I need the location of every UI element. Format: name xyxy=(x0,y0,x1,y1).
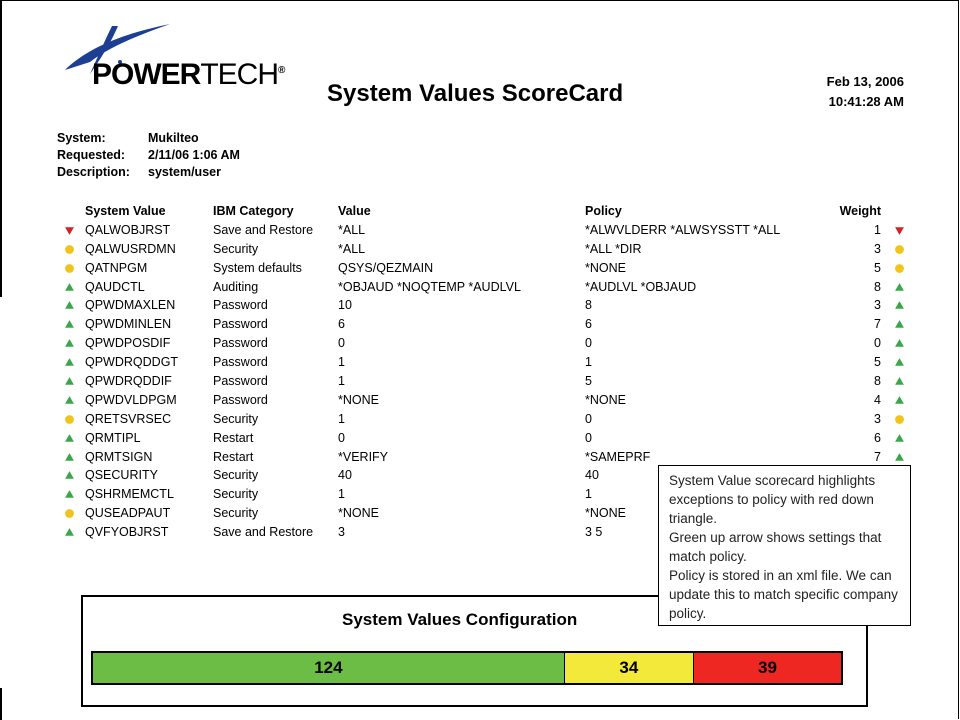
yellow-circle-icon xyxy=(64,244,75,255)
cell-policy: *NONE xyxy=(585,260,626,275)
cell-weight: 3 xyxy=(874,298,881,313)
green-up-triangle-icon xyxy=(64,338,75,349)
table-header xyxy=(62,202,907,221)
cell-weight: 3 xyxy=(874,241,881,256)
report-meta xyxy=(57,130,240,181)
cell-weight: 5 xyxy=(874,355,881,370)
cell-weight: 4 xyxy=(874,392,881,407)
cell-ibm-category: Save and Restore xyxy=(213,525,314,540)
cell-weight: 5 xyxy=(874,260,881,275)
report-datetime xyxy=(827,72,904,112)
callout-line: System Value scorecard highlights exceptions to policy with red down triangle. xyxy=(669,473,876,526)
cell-policy: 0 xyxy=(585,336,592,351)
yellow-circle-icon xyxy=(64,263,75,274)
header-policy: Policy xyxy=(585,204,622,218)
cell-value: 1 xyxy=(338,355,345,370)
green-up-triangle-icon xyxy=(64,433,75,444)
cell-value: *ALL xyxy=(338,241,366,256)
green-up-triangle-icon xyxy=(64,395,75,406)
green-up-triangle-icon xyxy=(64,470,75,481)
cell-weight: 7 xyxy=(874,317,881,332)
green-up-triangle-icon xyxy=(64,282,75,293)
cell-policy: *ALL *DIR xyxy=(585,241,642,256)
cell-policy: *AUDLVL *OBJAUD xyxy=(585,279,697,294)
green-up-triangle-icon xyxy=(894,300,905,311)
cell-ibm-category: Password xyxy=(213,355,268,370)
page-title: System Values ScoreCard xyxy=(327,80,624,107)
meta-label: System: xyxy=(57,131,106,145)
cell-weight: 6 xyxy=(874,430,881,445)
callout-note xyxy=(658,465,911,626)
cell-value: 1 xyxy=(338,411,345,426)
cell-system-value: QPWDPOSDIF xyxy=(85,336,171,351)
header-value: Value xyxy=(338,204,371,218)
cell-ibm-category: Restart xyxy=(213,449,254,464)
cell-ibm-category: Password xyxy=(213,392,268,407)
cell-policy: *NONE xyxy=(585,392,626,407)
bar-segment: 124 xyxy=(93,653,564,683)
cell-value: 3 xyxy=(338,525,345,540)
red-down-triangle-icon xyxy=(894,225,905,236)
meta-row xyxy=(57,130,240,147)
header-system-value: System Value xyxy=(85,204,166,218)
header-weight: Weight xyxy=(839,204,881,218)
config-stacked-bar xyxy=(91,651,843,685)
cell-policy: 0 xyxy=(585,430,592,445)
cell-policy: 8 xyxy=(585,298,592,313)
cell-system-value: QATNPGM xyxy=(85,260,148,275)
table-row xyxy=(62,334,907,353)
table-row xyxy=(62,429,907,448)
cell-system-value: QALWOBJRST xyxy=(85,222,171,237)
cell-system-value: QRMTIPL xyxy=(85,430,141,445)
table-row xyxy=(62,410,907,429)
meta-value: Mukilteo xyxy=(148,131,199,145)
cell-value: 6 xyxy=(338,317,345,332)
cell-system-value: QPWDMINLEN xyxy=(85,317,172,332)
green-up-triangle-icon xyxy=(894,433,905,444)
table-row xyxy=(62,315,907,334)
cell-policy: 1 xyxy=(585,487,592,502)
cell-system-value: QPWDVLDPGM xyxy=(85,392,177,407)
yellow-circle-icon xyxy=(894,263,905,274)
bar-segment: 39 xyxy=(693,653,841,683)
meta-value: 2/11/06 1:06 AM xyxy=(148,148,240,162)
green-up-triangle-icon xyxy=(64,319,75,330)
cell-system-value: QPWDRQDDIF xyxy=(85,374,172,389)
table-row xyxy=(62,372,907,391)
green-up-triangle-icon xyxy=(894,282,905,293)
cell-value: 1 xyxy=(338,374,345,389)
green-up-triangle-icon xyxy=(64,357,75,368)
green-up-triangle-icon xyxy=(894,395,905,406)
green-up-triangle-icon xyxy=(894,319,905,330)
cell-value: 0 xyxy=(338,336,345,351)
cell-value: 10 xyxy=(338,298,352,313)
yellow-circle-icon xyxy=(64,508,75,519)
green-up-triangle-icon xyxy=(894,338,905,349)
cell-ibm-category: Restart xyxy=(213,430,254,445)
cell-value: 1 xyxy=(338,487,345,502)
cell-weight: 8 xyxy=(874,374,881,389)
cell-value: 0 xyxy=(338,430,345,445)
cell-policy: 3 5 xyxy=(585,525,603,540)
cell-system-value: QSHRMEMCTL xyxy=(85,487,174,502)
report-time: 10:41:28 AM xyxy=(828,94,904,109)
left-edge-mark xyxy=(0,688,2,720)
report-date: Feb 13, 2006 xyxy=(826,74,904,89)
cell-value: *NONE xyxy=(338,506,379,521)
cell-ibm-category: Password xyxy=(213,298,268,313)
table-row xyxy=(62,259,907,278)
callout-line: Green up arrow shows settings that match policy. xyxy=(669,530,882,564)
cell-policy: 6 xyxy=(585,317,592,332)
cell-weight: 8 xyxy=(874,279,881,294)
cell-ibm-category: Security xyxy=(213,241,259,256)
brand-registered: ® xyxy=(278,65,285,76)
cell-system-value: QSECURITY xyxy=(85,468,158,483)
green-up-triangle-icon xyxy=(64,376,75,387)
cell-policy: 5 xyxy=(585,374,592,389)
green-up-triangle-icon xyxy=(894,357,905,368)
cell-value: 40 xyxy=(338,468,352,483)
green-up-triangle-icon xyxy=(64,527,75,538)
cell-policy: 1 xyxy=(585,355,592,370)
meta-value: system/user xyxy=(148,165,221,179)
table-row xyxy=(62,221,907,240)
cell-value: *VERIFY xyxy=(338,449,389,464)
yellow-circle-icon xyxy=(64,414,75,425)
callout-line: Policy is stored in an xml file. We can update this to match specific company policy. xyxy=(669,568,898,621)
green-up-triangle-icon xyxy=(64,452,75,463)
cell-ibm-category: Save and Restore xyxy=(213,222,314,237)
cell-ibm-category: Security xyxy=(213,506,259,521)
config-title: System Values Configuration xyxy=(342,610,578,629)
cell-system-value: QPWDRQDDGT xyxy=(85,355,179,370)
cell-system-value: QVFYOBJRST xyxy=(85,525,169,540)
cell-ibm-category: System defaults xyxy=(213,260,302,275)
cell-ibm-category: Security xyxy=(213,487,259,502)
meta-label: Requested: xyxy=(57,148,126,162)
meta-label: Description: xyxy=(57,165,130,179)
cell-ibm-category: Password xyxy=(213,336,268,351)
cell-value: *NONE xyxy=(338,392,379,407)
cell-ibm-category: Security xyxy=(213,411,259,426)
table-row xyxy=(62,296,907,315)
cell-value: QSYS/QEZMAIN xyxy=(338,260,434,275)
cell-policy: *NONE xyxy=(585,506,626,521)
green-up-triangle-icon xyxy=(64,489,75,500)
cell-ibm-category: Password xyxy=(213,317,268,332)
cell-weight: 7 xyxy=(874,449,881,464)
cell-system-value: QPWDMAXLEN xyxy=(85,298,176,313)
cell-value: *OBJAUD *NOQTEMP *AUDLVL xyxy=(338,279,521,294)
meta-row xyxy=(57,164,240,181)
left-edge-mark xyxy=(0,0,2,297)
brand-power: POWER xyxy=(92,58,201,91)
yellow-circle-icon xyxy=(894,244,905,255)
meta-row xyxy=(57,147,240,164)
cell-ibm-category: Password xyxy=(213,374,268,389)
table-row xyxy=(62,278,907,297)
green-up-triangle-icon xyxy=(894,376,905,387)
yellow-circle-icon xyxy=(894,414,905,425)
header-ibm-category: IBM Category xyxy=(213,204,294,218)
cell-value: *ALL xyxy=(338,222,366,237)
cell-system-value: QAUDCTL xyxy=(85,279,145,294)
cell-ibm-category: Security xyxy=(213,468,259,483)
cell-system-value: QALWUSRDMN xyxy=(85,241,176,256)
cell-ibm-category: Auditing xyxy=(213,279,259,294)
cell-weight: 0 xyxy=(874,336,881,351)
red-down-triangle-icon xyxy=(64,225,75,236)
cell-policy: *ALWVLDERR *ALWSYSSTT *ALL xyxy=(585,222,781,237)
table-row xyxy=(62,353,907,372)
bar-segment: 34 xyxy=(564,653,693,683)
brand-tech: TECH xyxy=(200,58,279,91)
table-row xyxy=(62,448,907,467)
cell-system-value: QRMTSIGN xyxy=(85,449,153,464)
cell-policy: 40 xyxy=(585,468,599,483)
cell-weight: 1 xyxy=(874,222,881,237)
table-row xyxy=(62,391,907,410)
brand-logo xyxy=(92,58,284,92)
cell-policy: *SAMEPRF xyxy=(585,449,651,464)
cell-policy: 0 xyxy=(585,411,592,426)
green-up-triangle-icon xyxy=(64,300,75,311)
cell-weight: 3 xyxy=(874,411,881,426)
table-row xyxy=(62,240,907,259)
cell-system-value: QUSEADPAUT xyxy=(85,506,171,521)
cell-system-value: QRETSVRSEC xyxy=(85,411,172,426)
green-up-triangle-icon xyxy=(894,452,905,463)
